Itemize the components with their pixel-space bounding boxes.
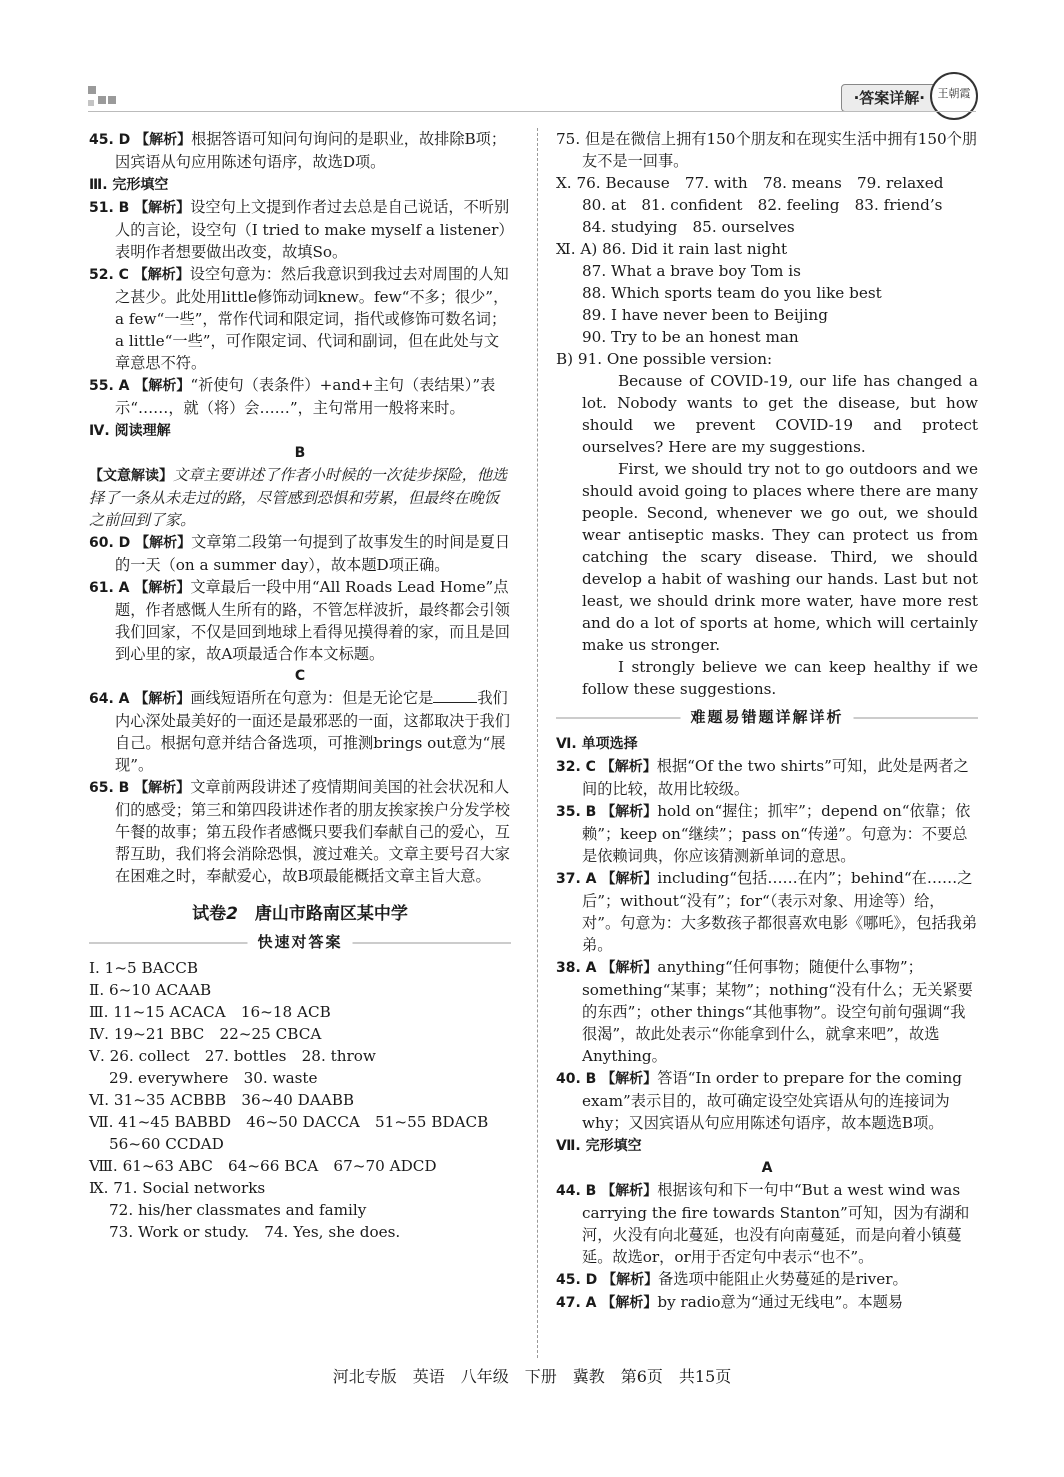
answer-38: 38. A 【解析】anything“任何事物；随便什么事物”；something“某事；某物”；nothing“没有什么；无关紧要的东西”；other things“其他事物”。设空句前句强调“我很渴”，故此处表示“你能拿到什么，就拿来吧”，故选Anything。 — [556, 958, 973, 1065]
answer-45: 45. D 【解析】根据答语可知问句询问的是职业，故排除B项；因宾语从句应用陈述句语序，故选D项。 — [89, 130, 507, 171]
answer-line: Ⅹ. 76. Because 77. with 78. means 79. relaxed — [556, 174, 944, 192]
section-heading: Ⅶ. 完形填空 — [556, 1138, 642, 1154]
quick-answer-list — [89, 957, 511, 1243]
hard-question-banner: 难题易错题详解详析 — [556, 706, 978, 728]
answer-line: 29. everywhere 30. waste — [89, 1069, 318, 1087]
answer-line: Ⅰ. 1~5 BACCB — [89, 959, 199, 977]
answer-64: 64. A 【解析】画线短语所在句意为：但是无论它是 我们内心深处最美好的一面还是最邪恶的一面，这都取决于我们自己。根据句意并结合备选项，可推测brings out意为“展现”。 — [89, 689, 510, 774]
corner-mark-icon — [88, 86, 116, 108]
answer-35: 35. B 【解析】hold on“握住；抓牢”；depend on“依靠；依赖”；keep on“继续”；pass on“传递”。句意为：不要总是依赖词典，你应该猜测新单词的意思。 — [556, 802, 971, 865]
answer-60: 60. D 【解析】文章第二段第一句提到了故事发生的时间是夏日的一天（on a summer day），故本题D项正确。 — [89, 533, 511, 574]
answer-line: Ⅷ. 61~63 ABC 64~66 BCA 67~70 ADCD — [89, 1157, 437, 1175]
section-heading: Ⅳ. 阅读理解 — [89, 423, 171, 439]
answer-line: Ⅸ. 71. Social networks — [89, 1179, 266, 1197]
essay-paragraph: I strongly believe we can keep healthy if we follow these suggestions. — [582, 658, 978, 698]
header-tag: ·答案详解· — [841, 84, 938, 112]
answer-line: Ⅶ. 41~45 BABBD 46~50 DACCA 51~55 BDACB — [89, 1113, 489, 1131]
right-column — [556, 128, 978, 1314]
answer-line: Ⅵ. 31~35 ACBBB 36~40 DAABB — [89, 1091, 355, 1109]
answer-line: Ⅴ. 26. collect 27. bottles 28. throw — [89, 1047, 376, 1065]
answer-61: 61. A 【解析】文章最后一段中用“All Roads Lead Home”点题，作者感慨人生所有的路，不管怎样波折，最终都会引领我们回家，不仅是回到地球上看得见摸得着的家，而且是回到心里的家，故A项最适合作本文标题。 — [89, 578, 510, 663]
answer-37: 37. A 【解析】including“包括……在内”；behind“在……之后”；without“没有”；for“（表示对象、用途等）给，对”。句意为：大多数孩子都很喜欢电影《哪吒》，包括我弟弟。 — [556, 869, 978, 954]
column-divider — [537, 128, 538, 1358]
answer-line: 90. Try to be an honest man — [582, 328, 799, 346]
part-label: A — [761, 1160, 773, 1176]
answer-47: 47. A 【解析】by radio意为“通过无线电”。本题易 — [556, 1293, 904, 1311]
answer-line: 73. Work or study. 74. Yes, she does. — [89, 1223, 401, 1241]
paper-title: 试卷2 唐山市路南区某中学 — [192, 904, 408, 924]
answer-line: 84. studying 85. ourselves — [582, 218, 795, 236]
header-divider — [88, 111, 976, 112]
answer-line: 89. I have never been to Beijing — [582, 306, 828, 324]
page-footer: 河北专版 英语 八年级 下册 冀教 第6页 共15页 — [332, 1367, 732, 1386]
answer-65: 65. B 【解析】文章前两段讲述了疫情期间美国的社会状况和人们的感受；第三和第四段讲述作者的朋友挨家挨户分发学校午餐的故事；第五段作者感慨只要我们奉献自己的爱心，互帮互助，我们将会消除恐惧，渡过难关。文章主要号召大家在困难之时，奉献爱心，故B项最能概括文章主旨大意。 — [89, 778, 510, 885]
blank-line — [433, 688, 477, 703]
answer-44: 44. B 【解析】根据该句和下一句中“But a west wind was carrying the fire towards Stanton”可知，因为有湖和河，火没有向北蔓延，也没有向南蔓延，而是向着小镇蔓延。故选or，or用于否定句中表示“也不”。 — [556, 1181, 970, 1266]
quick-answer-banner: 快速对答案 — [89, 931, 511, 953]
answer-52: 52. C 【解析】设空句意为：然后我意识到我过去对周围的人知之甚少。此处用little修饰动词knew。few“不多；很少”，a few“一些”，常作代词和限定词，指代或修饰可数名词；a little“一些”，可作限定词、代词和副词，但在此处与文章意思不符。 — [89, 265, 509, 372]
answer-line: 80. at 81. confident 82. feeling 83. friend’s — [582, 196, 943, 214]
answer-line: 87. What a brave boy Tom is — [582, 262, 801, 280]
answer-75: 75. 但是在微信上拥有150个朋友和在现实生活中拥有150个朋友不是一回事。 — [556, 130, 978, 170]
answer-45b: 45. D 【解析】备选项中能阻止火势蔓延的是river。 — [556, 1270, 908, 1288]
answer-51: 51. B 【解析】设空句上文提到作者过去总是自己说话，不听别人的言论，设空句（I tried to make myself a listener）表明作者想要做出改变，故填So。 — [89, 198, 510, 261]
essay-paragraph: Because of COVID-19, our life has changed a lot. Nobody wants to get the disease, but how should we prevent COVID-19 and protect ourselves? Here are my suggestions. — [582, 372, 978, 456]
part-label: C — [294, 668, 306, 684]
answer-40: 40. B 【解析】答语“In order to prepare for the coming exam”表示目的，故可确定设空处宾语从句的连接词为why；又因宾语从句应用陈述句语序，故本题选B项。 — [556, 1069, 962, 1132]
answer-line: Ⅱ. 6~10 ACAAB — [89, 981, 212, 999]
answer-line: 72. his/her classmates and family — [89, 1201, 367, 1219]
section-heading: Ⅵ. 单项选择 — [556, 736, 638, 752]
answer-32: 32. C 【解析】根据“Of the two shirts”可知，此处是两者之间的比较，故用比较级。 — [556, 757, 969, 798]
publisher-seal-icon: 王朝霞 — [930, 72, 978, 120]
part-label: B — [294, 445, 306, 461]
left-column — [89, 128, 511, 1243]
answer-line: 56~60 CCDAD — [89, 1135, 224, 1153]
answer-line: B) 91. One possible version: — [556, 350, 773, 368]
answer-line: Ⅲ. 11~15 ACACA 16~18 ACB — [89, 1003, 331, 1021]
passage-summary: 【文意解读】文章主要讲述了作者小时候的一次徒步探险，他选择了一条从未走过的路，尽管感到恐惧和劳累，但最终在晚饭之前回到了家。 — [89, 466, 508, 529]
section-heading: Ⅲ. 完形填空 — [89, 177, 169, 193]
answer-line: 88. Which sports team do you like best — [582, 284, 882, 302]
essay-paragraph: First, we should try not to go outdoors and we should avoid going to places where there are many people. Second, whenever we go out, we should wear antiseptic masks. They can protect us from catching the scary disease. Third, we should develop a habit of washing our hands. Last but not least, we should drink more water, have more rest and do a lot of sports at home, which will certainly make us stronger. — [582, 460, 978, 654]
answer-line: Ⅺ. A) 86. Did it rain last night — [556, 240, 788, 258]
answer-line: Ⅳ. 19~21 BBC 22~25 CBCA — [89, 1025, 322, 1043]
answer-55: 55. A 【解析】“祈使句（表条件）+and+主句（表结果）”表示“……，就（将）会……”，主句常用一般将来时。 — [89, 376, 496, 417]
